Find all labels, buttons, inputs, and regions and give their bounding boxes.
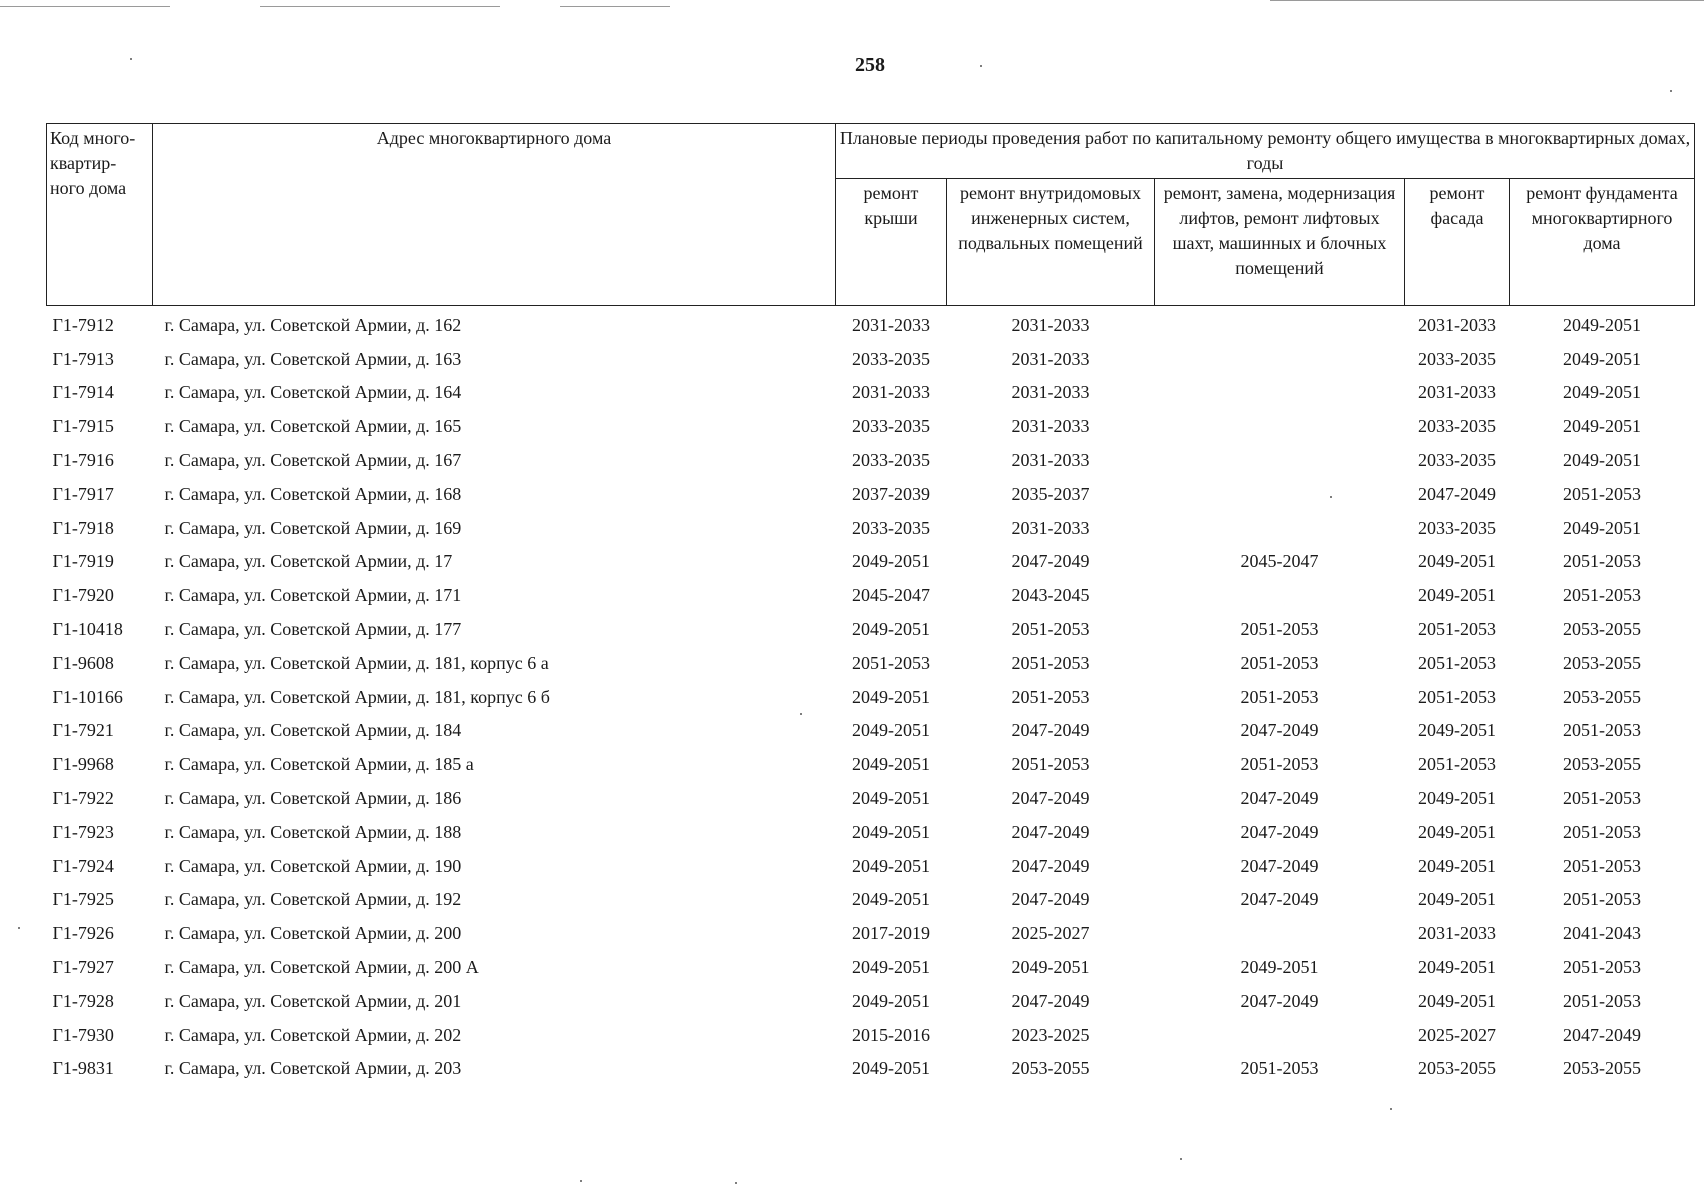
cell-foundation: 2049-2051 xyxy=(1563,517,1641,538)
cell-facade: 2049-2051 xyxy=(1418,788,1496,809)
cell-roof: 2049-2051 xyxy=(852,889,930,910)
cell-code: Г1-7927 xyxy=(52,957,114,978)
cell-code: Г1-7928 xyxy=(52,990,114,1011)
cell-systems: 2031-2033 xyxy=(1011,517,1090,538)
header-periods: Плановые периоды проведения работ по капитальному ремонту общего имущества в многоквартирных домах, годы xyxy=(836,124,1695,179)
cell-roof: 2049-2051 xyxy=(852,990,930,1011)
scan-speck xyxy=(1330,496,1332,498)
scan-speck xyxy=(1180,1158,1182,1160)
cell-lifts: 2051-2053 xyxy=(1240,619,1319,640)
cell-facade: 2033-2035 xyxy=(1418,450,1496,471)
header-address: Адрес многоквартирного дома xyxy=(153,124,836,306)
scan-edge-line xyxy=(560,6,670,7)
cell-foundation: 2051-2053 xyxy=(1563,483,1641,504)
cell-code: Г1-9968 xyxy=(52,754,114,775)
cell-roof: 2033-2035 xyxy=(852,450,930,471)
cell-facade: 2031-2033 xyxy=(1418,923,1496,944)
table-row xyxy=(47,646,1695,680)
cell-roof: 2049-2051 xyxy=(852,619,930,640)
scan-speck xyxy=(800,713,802,715)
cell-facade: 2025-2027 xyxy=(1418,1024,1496,1045)
cell-code: Г1-7924 xyxy=(52,855,114,876)
cell-address: г. Самара, ул. Советской Армии, д. 190 xyxy=(164,855,462,876)
cell-code: Г1-7925 xyxy=(52,889,114,910)
cell-code: Г1-7913 xyxy=(52,348,114,369)
scan-edge-line xyxy=(1270,0,1704,1)
cell-roof: 2049-2051 xyxy=(852,788,930,809)
cell-address: г. Самара, ул. Советской Армии, д. 162 xyxy=(164,314,462,335)
cell-code: Г1-7922 xyxy=(52,788,114,809)
cell-systems: 2047-2049 xyxy=(1011,788,1090,809)
cell-lifts: 2045-2047 xyxy=(1240,551,1319,572)
cell-address: г. Самара, ул. Советской Армии, д. 167 xyxy=(164,450,462,471)
cell-address: г. Самара, ул. Советской Армии, д. 181, корпус 6 б xyxy=(164,686,550,707)
cell-foundation: 2051-2053 xyxy=(1563,720,1641,741)
cell-lifts xyxy=(1155,306,1405,342)
cell-address: г. Самара, ул. Советской Армии, д. 201 xyxy=(164,990,462,1011)
cell-systems: 2047-2049 xyxy=(1011,821,1090,842)
cell-foundation: 2051-2053 xyxy=(1563,855,1641,876)
cell-facade: 2047-2049 xyxy=(1418,483,1496,504)
header-code: Код много-квартир-ного дома xyxy=(47,124,153,306)
cell-foundation: 2051-2053 xyxy=(1563,990,1641,1011)
cell-address: г. Самара, ул. Советской Армии, д. 188 xyxy=(164,821,462,842)
cell-foundation: 2053-2055 xyxy=(1563,652,1641,673)
cell-facade: 2049-2051 xyxy=(1418,990,1496,1011)
cell-roof: 2049-2051 xyxy=(852,855,930,876)
cell-facade: 2053-2055 xyxy=(1418,1058,1496,1079)
table-row xyxy=(47,511,1695,545)
table-body xyxy=(47,306,1695,1086)
cell-code: Г1-7912 xyxy=(52,314,114,335)
table-row xyxy=(47,747,1695,781)
cell-address: г. Самара, ул. Советской Армии, д. 203 xyxy=(164,1058,462,1079)
table-row xyxy=(47,680,1695,714)
cell-systems: 2051-2053 xyxy=(1011,686,1090,707)
cell-systems: 2051-2053 xyxy=(1011,619,1090,640)
cell-roof: 2033-2035 xyxy=(852,348,930,369)
table-row xyxy=(47,342,1695,376)
cell-facade: 2049-2051 xyxy=(1418,821,1496,842)
cell-facade: 2049-2051 xyxy=(1418,889,1496,910)
header-lifts: ремонт, замена, модернизация лифтов, ремонт лифтовых шахт, машинных и блочных помещений xyxy=(1155,179,1405,306)
table-row xyxy=(47,1052,1695,1086)
table-row xyxy=(47,578,1695,612)
cell-facade: 2051-2053 xyxy=(1418,652,1496,673)
table-row xyxy=(47,306,1695,342)
cell-systems: 2047-2049 xyxy=(1011,889,1090,910)
cell-facade: 2049-2051 xyxy=(1418,585,1496,606)
cell-roof: 2049-2051 xyxy=(852,1058,930,1079)
scan-speck xyxy=(580,1180,582,1182)
cell-lifts xyxy=(1155,511,1405,545)
cell-foundation: 2049-2051 xyxy=(1563,450,1641,471)
cell-lifts: 2047-2049 xyxy=(1240,821,1319,842)
table-row xyxy=(47,849,1695,883)
cell-systems: 2025-2027 xyxy=(1011,923,1090,944)
table-row xyxy=(47,376,1695,410)
cell-roof: 2049-2051 xyxy=(852,754,930,775)
table-row xyxy=(47,477,1695,511)
cell-foundation: 2049-2051 xyxy=(1563,382,1641,403)
cell-foundation: 2053-2055 xyxy=(1563,754,1641,775)
cell-roof: 2049-2051 xyxy=(852,821,930,842)
cell-address: г. Самара, ул. Советской Армии, д. 171 xyxy=(164,585,462,606)
scan-edge-line xyxy=(260,6,500,7)
cell-facade: 2051-2053 xyxy=(1418,619,1496,640)
cell-lifts xyxy=(1155,477,1405,511)
cell-facade: 2051-2053 xyxy=(1418,754,1496,775)
cell-code: Г1-7923 xyxy=(52,821,114,842)
cell-address: г. Самара, ул. Советской Армии, д. 184 xyxy=(164,720,462,741)
cell-systems: 2047-2049 xyxy=(1011,720,1090,741)
cell-lifts xyxy=(1155,916,1405,950)
cell-foundation: 2051-2053 xyxy=(1563,889,1641,910)
scan-speck xyxy=(735,1182,737,1184)
cell-foundation: 2047-2049 xyxy=(1563,1024,1641,1045)
cell-address: г. Самара, ул. Советской Армии, д. 185 а xyxy=(164,754,474,775)
cell-facade: 2033-2035 xyxy=(1418,517,1496,538)
table-row xyxy=(47,612,1695,646)
cell-systems: 2051-2053 xyxy=(1011,652,1090,673)
cell-address: г. Самара, ул. Советской Армии, д. 186 xyxy=(164,788,462,809)
cell-code: Г1-7919 xyxy=(52,551,114,572)
cell-address: г. Самара, ул. Советской Армии, д. 165 xyxy=(164,416,462,437)
cell-address: г. Самара, ул. Советской Армии, д. 200 А xyxy=(164,957,479,978)
cell-address: г. Самара, ул. Советской Армии, д. 168 xyxy=(164,483,462,504)
cell-address: г. Самара, ул. Советской Армии, д. 200 xyxy=(164,923,462,944)
cell-roof: 2031-2033 xyxy=(852,314,930,335)
cell-foundation: 2049-2051 xyxy=(1563,416,1641,437)
cell-facade: 2049-2051 xyxy=(1418,957,1496,978)
cell-address: г. Самара, ул. Советской Армии, д. 163 xyxy=(164,348,462,369)
cell-lifts xyxy=(1155,443,1405,477)
cell-code: Г1-10418 xyxy=(52,619,123,640)
cell-foundation: 2049-2051 xyxy=(1563,348,1641,369)
cell-facade: 2031-2033 xyxy=(1418,314,1496,335)
cell-lifts: 2049-2051 xyxy=(1240,957,1319,978)
cell-facade: 2049-2051 xyxy=(1418,855,1496,876)
cell-foundation: 2041-2043 xyxy=(1563,923,1641,944)
cell-systems: 2031-2033 xyxy=(1011,314,1090,335)
cell-roof: 2033-2035 xyxy=(852,517,930,538)
table-row xyxy=(47,883,1695,917)
table-row xyxy=(47,950,1695,984)
table-row xyxy=(47,916,1695,950)
cell-lifts: 2051-2053 xyxy=(1240,754,1319,775)
cell-roof: 2045-2047 xyxy=(852,585,930,606)
cell-code: Г1-7920 xyxy=(52,585,114,606)
cell-address: г. Самара, ул. Советской Армии, д. 202 xyxy=(164,1024,462,1045)
cell-systems: 2047-2049 xyxy=(1011,990,1090,1011)
cell-facade: 2049-2051 xyxy=(1418,720,1496,741)
cell-facade: 2031-2033 xyxy=(1418,382,1496,403)
cell-code: Г1-7921 xyxy=(52,720,114,741)
cell-foundation: 2053-2055 xyxy=(1563,686,1641,707)
cell-lifts xyxy=(1155,409,1405,443)
cell-code: Г1-10166 xyxy=(52,686,123,707)
table-row xyxy=(47,545,1695,579)
cell-address: г. Самара, ул. Советской Армии, д. 192 xyxy=(164,889,462,910)
cell-lifts: 2051-2053 xyxy=(1240,1058,1319,1079)
cell-foundation: 2053-2055 xyxy=(1563,1058,1641,1079)
cell-foundation: 2051-2053 xyxy=(1563,957,1641,978)
cell-foundation: 2051-2053 xyxy=(1563,788,1641,809)
cell-systems: 2031-2033 xyxy=(1011,450,1090,471)
table-row xyxy=(47,781,1695,815)
cell-lifts xyxy=(1155,376,1405,410)
cell-roof: 2031-2033 xyxy=(852,382,930,403)
cell-roof: 2049-2051 xyxy=(852,720,930,741)
cell-lifts: 2047-2049 xyxy=(1240,990,1319,1011)
cell-systems: 2043-2045 xyxy=(1011,585,1090,606)
cell-roof: 2033-2035 xyxy=(852,416,930,437)
cell-facade: 2033-2035 xyxy=(1418,416,1496,437)
cell-lifts xyxy=(1155,342,1405,376)
cell-code: Г1-7915 xyxy=(52,416,114,437)
cell-roof: 2015-2016 xyxy=(852,1024,930,1045)
cell-foundation: 2049-2051 xyxy=(1563,314,1641,335)
cell-systems: 2047-2049 xyxy=(1011,551,1090,572)
cell-roof: 2017-2019 xyxy=(852,923,930,944)
table-row xyxy=(47,815,1695,849)
cell-systems: 2047-2049 xyxy=(1011,855,1090,876)
cell-lifts: 2047-2049 xyxy=(1240,720,1319,741)
scan-speck xyxy=(18,927,20,929)
scan-speck xyxy=(980,65,982,67)
cell-roof: 2049-2051 xyxy=(852,957,930,978)
cell-systems: 2051-2053 xyxy=(1011,754,1090,775)
cell-systems: 2031-2033 xyxy=(1011,416,1090,437)
header-foundation: ремонт фундамента многоквартирного дома xyxy=(1510,179,1695,306)
cell-lifts xyxy=(1155,1018,1405,1052)
cell-lifts xyxy=(1155,578,1405,612)
scan-speck xyxy=(1390,1108,1392,1110)
cell-lifts: 2047-2049 xyxy=(1240,889,1319,910)
cell-code: Г1-7916 xyxy=(52,450,114,471)
cell-systems: 2031-2033 xyxy=(1011,382,1090,403)
cell-code: Г1-7918 xyxy=(52,517,114,538)
cell-code: Г1-7917 xyxy=(52,483,114,504)
cell-lifts: 2047-2049 xyxy=(1240,855,1319,876)
cell-facade: 2049-2051 xyxy=(1418,551,1496,572)
header-roof: ремонт крыши xyxy=(836,179,947,306)
header-facade: ремонт фасада xyxy=(1405,179,1510,306)
cell-foundation: 2051-2053 xyxy=(1563,585,1641,606)
cell-foundation: 2053-2055 xyxy=(1563,619,1641,640)
table-row xyxy=(47,443,1695,477)
page-number: 258 xyxy=(855,54,885,76)
table-row xyxy=(47,409,1695,443)
cell-code: Г1-7930 xyxy=(52,1024,114,1045)
cell-address: г. Самара, ул. Советской Армии, д. 181, корпус 6 а xyxy=(164,652,549,673)
cell-code: Г1-9831 xyxy=(52,1058,114,1079)
table-row xyxy=(47,714,1695,748)
scan-speck xyxy=(1670,90,1672,92)
cell-roof: 2051-2053 xyxy=(852,652,930,673)
cell-systems: 2053-2055 xyxy=(1011,1058,1090,1079)
cell-code: Г1-7914 xyxy=(52,382,114,403)
cell-roof: 2049-2051 xyxy=(852,551,930,572)
cell-roof: 2037-2039 xyxy=(852,483,930,504)
cell-systems: 2023-2025 xyxy=(1011,1024,1090,1045)
cell-code: Г1-7926 xyxy=(52,923,114,944)
header-systems: ремонт внутридомовых инженерных систем, подвальных помещений xyxy=(947,179,1155,306)
cell-foundation: 2051-2053 xyxy=(1563,821,1641,842)
scan-speck xyxy=(130,58,132,60)
cell-lifts: 2051-2053 xyxy=(1240,652,1319,673)
cell-facade: 2051-2053 xyxy=(1418,686,1496,707)
cell-systems: 2031-2033 xyxy=(1011,348,1090,369)
scan-edge-line xyxy=(0,6,170,7)
cell-systems: 2049-2051 xyxy=(1011,957,1090,978)
cell-address: г. Самара, ул. Советской Армии, д. 169 xyxy=(164,517,462,538)
cell-systems: 2035-2037 xyxy=(1011,483,1090,504)
capital-repair-table xyxy=(46,123,1695,1085)
cell-code: Г1-9608 xyxy=(52,652,114,673)
table-row xyxy=(47,984,1695,1018)
cell-address: г. Самара, ул. Советской Армии, д. 164 xyxy=(164,382,462,403)
cell-address: г. Самара, ул. Советской Армии, д. 17 xyxy=(164,551,453,572)
cell-foundation: 2051-2053 xyxy=(1563,551,1641,572)
cell-facade: 2033-2035 xyxy=(1418,348,1496,369)
cell-lifts: 2047-2049 xyxy=(1240,788,1319,809)
table-row xyxy=(47,1018,1695,1052)
cell-roof: 2049-2051 xyxy=(852,686,930,707)
cell-address: г. Самара, ул. Советской Армии, д. 177 xyxy=(164,619,462,640)
cell-lifts: 2051-2053 xyxy=(1240,686,1319,707)
